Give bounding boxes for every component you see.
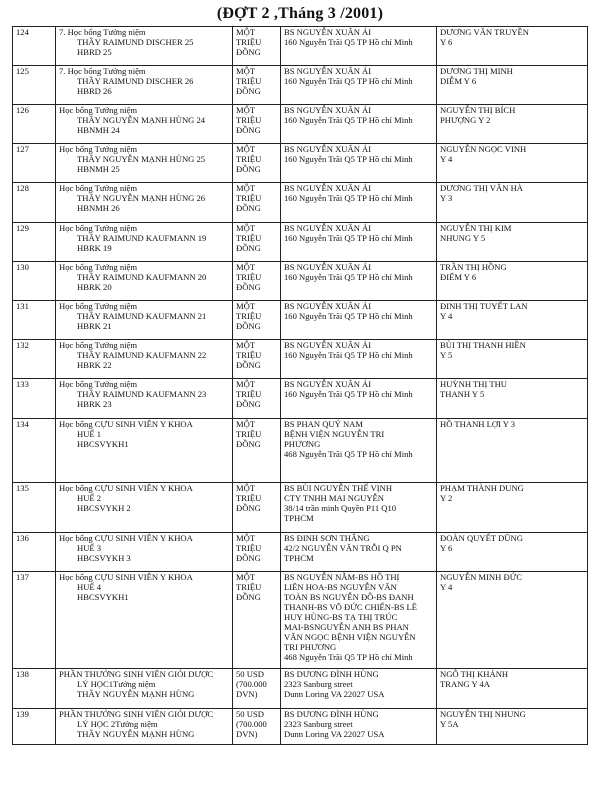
donor: [281, 223, 437, 262]
row-number: 128: [13, 183, 56, 223]
amount: [233, 66, 281, 105]
donor-line: VĂN NGỌC BỆNH VIỆN NGUYỄN: [284, 632, 416, 642]
recipient-line: BÙI THỊ THANH HIỀN: [440, 340, 526, 350]
amount: [233, 533, 281, 572]
amount-line: ĐỒNG: [236, 592, 261, 602]
row-number: 132: [13, 340, 56, 379]
donor-line: 2323 Sanburg street: [284, 719, 353, 729]
recipient-line: NHUNG Y 5: [440, 233, 486, 243]
amount-line: ĐỒNG: [236, 164, 261, 174]
row-number: 139: [13, 709, 56, 745]
scholarship-name: [56, 183, 233, 223]
row-number: 134: [13, 419, 56, 483]
scholarship-name: [56, 533, 233, 572]
recipient-line: Y 6: [440, 37, 453, 47]
donor-line: TRI PHƯƠNG: [284, 642, 337, 652]
donor-line: Dunn Loring VA 22027 USA: [284, 689, 385, 699]
donor-line: CTY TNHH MAI NGUYỄN: [284, 493, 385, 503]
recipient-line: Y 4: [440, 311, 453, 321]
amount-line: MỘT: [236, 183, 256, 193]
scholarship-name-line: HBRK 21: [77, 321, 112, 331]
scholarship-table: [12, 26, 588, 745]
scholarship-name-line: HUẾ 2: [77, 493, 102, 503]
amount-line: 50 USD: [236, 709, 264, 719]
scholarship-name: [56, 483, 233, 533]
scholarship-name-line: 7. Học bổng Tưởng niệm: [59, 27, 146, 37]
recipient: [437, 262, 588, 301]
amount-line: TRIỆU: [236, 154, 262, 164]
scholarship-name-line: THẦY RAIMUND DISCHER 25: [77, 37, 194, 47]
scholarship-name-line: THẦY NGUYỄN MẠNH HÙNG 24: [77, 115, 206, 125]
scholarship-name-line: THẦY RAIMUND KAUFMANN 23: [77, 389, 207, 399]
donor-line: LIÊN HOA-BS NGUYỄN VĂN: [284, 582, 397, 592]
scholarship-name: [56, 340, 233, 379]
donor-line: PHƯƠNG: [284, 439, 321, 449]
amount-line: ĐỒNG: [236, 321, 261, 331]
donor-line: 160 Nguyễn Trãi Q5 TP Hồ chí Minh: [284, 233, 413, 243]
donor-line: BS NGUYỄN XUÂN ÁI: [284, 144, 372, 154]
amount-line: TRIỆU: [236, 582, 262, 592]
page-title: (ĐỢT 2 ,Tháng 3 /2001): [216, 5, 384, 22]
amount-line: DVN): [236, 729, 258, 739]
scholarship-name-line: Học bổng Tưởng niệm: [59, 183, 138, 193]
scholarship-name-line: HBCSVYKH1: [77, 439, 129, 449]
amount: [233, 27, 281, 66]
recipient-line: Y 4: [440, 582, 453, 592]
recipient-line: HUỲNH THỊ THU: [440, 379, 507, 389]
donor-line: 468 Nguyễn Trãi Q5 TP Hồ chí Minh: [284, 449, 413, 459]
row-number: 124: [13, 27, 56, 66]
recipient-line: PHƯỢNG Y 2: [440, 115, 491, 125]
donor-line: 160 Nguyễn Trãi Q5 TP Hồ chí Minh: [284, 115, 413, 125]
row-number: 127: [13, 144, 56, 183]
table-row: [13, 183, 588, 223]
recipient-line: HỒ THANH LỢI Y 3: [440, 419, 516, 429]
scholarship-name-line: HBCSVYKH1: [77, 592, 129, 602]
recipient-line: Y 6: [440, 543, 453, 553]
scholarship-name-line: THẦY NGUYỄN MẠNH HÙNG: [77, 689, 195, 699]
donor-line: 42/2 NGUYỄN VĂN TRỖI Q PN: [284, 543, 402, 553]
scholarship-name-line: HUẾ 1: [77, 429, 102, 439]
donor-line: 160 Nguyễn Trãi Q5 TP Hồ chí Minh: [284, 154, 413, 164]
donor-line: BS BÙI NGUYỄN THẾ VỊNH: [284, 483, 393, 493]
donor-line: 160 Nguyễn Trãi Q5 TP Hồ chí Minh: [284, 272, 413, 282]
scholarship-name-line: THẦY NGUYỄN MẠNH HÙNG: [77, 729, 195, 739]
recipient-line: THANH Y 5: [440, 389, 485, 399]
table-row: [13, 223, 588, 262]
amount-line: MỘT: [236, 262, 256, 272]
scholarship-name-line: Học bổng Tưởng niệm: [59, 262, 138, 272]
recipient-line: DƯƠNG THỊ MINH: [440, 66, 513, 76]
scholarship-name: [56, 223, 233, 262]
scholarship-name-line: PHẦN THƯỞNG SINH VIÊN GIỎI DƯỢC: [59, 669, 214, 679]
scholarship-name-line: PHẦN THƯỞNG SINH VIÊN GIỎI DƯỢC: [59, 709, 214, 719]
row-number: 137: [13, 572, 56, 669]
donor-line: HUY HÙNG-BS TẠ THỊ TRÚC: [284, 612, 398, 622]
amount: [233, 223, 281, 262]
amount-line: ĐỒNG: [236, 439, 261, 449]
table-row: [13, 27, 588, 66]
amount: [233, 709, 281, 745]
recipient: [437, 379, 588, 419]
table-row: [13, 572, 588, 669]
recipient-line: ĐIỂM Y 6: [440, 272, 477, 282]
amount-line: MỘT: [236, 572, 256, 582]
recipient-line: DƯƠNG THỊ VÂN HÀ: [440, 183, 523, 193]
scholarship-name-line: HBRK 19: [77, 243, 112, 253]
donor-line: BS NGUYỄN XUÂN ÁI: [284, 301, 372, 311]
table-row: [13, 533, 588, 572]
donor: [281, 483, 437, 533]
amount-line: (700.000: [236, 679, 267, 689]
amount-line: MỘT: [236, 144, 256, 154]
scholarship-name-line: HUẾ 3: [77, 543, 102, 553]
scholarship-name-line: Học bổng CỰU SINH VIÊN Y KHOA: [59, 419, 193, 429]
amount-line: ĐỒNG: [236, 553, 261, 563]
scholarship-name: [56, 301, 233, 340]
amount-line: TRIỆU: [236, 193, 262, 203]
donor: [281, 262, 437, 301]
scholarship-name-line: Học bổng CỰU SINH VIÊN Y KHOA: [59, 533, 193, 543]
donor-line: 160 Nguyễn Trãi Q5 TP Hồ chí Minh: [284, 193, 413, 203]
amount: [233, 340, 281, 379]
amount: [233, 105, 281, 144]
donor-line: THANH-BS VÕ ĐỨC CHIẾN-BS LÊ: [284, 602, 418, 612]
scholarship-name-line: Học bổng Tưởng niệm: [59, 223, 138, 233]
scholarship-name: [56, 379, 233, 419]
amount-line: ĐỒNG: [236, 203, 261, 213]
scholarship-name-line: HBRK 20: [77, 282, 112, 292]
table-row: [13, 379, 588, 419]
recipient-line: ĐOÀN QUYẾT DŨNG: [440, 533, 523, 543]
scholarship-name-line: Học bổng Tưởng niệm: [59, 340, 138, 350]
scholarship-name-line: THẦY NGUYỄN MẠNH HÙNG 26: [77, 193, 206, 203]
amount-line: MỘT: [236, 340, 256, 350]
donor-line: BS NGUYỄN XUÂN ÁI: [284, 223, 372, 233]
recipient: [437, 223, 588, 262]
donor: [281, 340, 437, 379]
donor: [281, 27, 437, 66]
donor-line: MAI-BSNGUYỄN ANH BS PHAN: [284, 622, 409, 632]
amount: [233, 262, 281, 301]
scholarship-name-line: HBCSVYKH 3: [77, 553, 131, 563]
scholarship-name-line: THẦY NGUYỄN MẠNH HÙNG 25: [77, 154, 206, 164]
recipient-line: Y 4: [440, 154, 453, 164]
donor-line: BS NGUYỄN XUÂN ÁI: [284, 27, 372, 37]
recipient-line: PHẠM THÀNH DUNG: [440, 483, 524, 493]
scholarship-name-line: THẦY RAIMUND KAUFMANN 22: [77, 350, 207, 360]
scholarship-name: [56, 709, 233, 745]
amount-line: ĐỒNG: [236, 86, 261, 96]
scholarship-name-line: THẦY RAIMUND KAUFMANN 19: [77, 233, 207, 243]
row-number: 138: [13, 669, 56, 709]
amount-line: MỘT: [236, 483, 256, 493]
amount: [233, 183, 281, 223]
recipient: [437, 533, 588, 572]
donor-line: BS NGUYỄN XUÂN ÁI: [284, 262, 372, 272]
recipient: [437, 301, 588, 340]
donor-line: 160 Nguyễn Trãi Q5 TP Hồ chí Minh: [284, 389, 413, 399]
scholarship-name-line: Học bổng CỰU SINH VIÊN Y KHOA: [59, 572, 193, 582]
donor: [281, 105, 437, 144]
amount-line: TRIỆU: [236, 311, 262, 321]
donor-line: 160 Nguyễn Trãi Q5 TP Hồ chí Minh: [284, 350, 413, 360]
row-number: 133: [13, 379, 56, 419]
donor-line: TPHCM: [284, 553, 314, 563]
amount-line: (700.000: [236, 719, 267, 729]
table-row: [13, 483, 588, 533]
donor-line: BS DƯƠNG ĐÌNH HÙNG: [284, 709, 379, 719]
donor-line: BS PHAN QUÝ NAM: [284, 419, 364, 429]
recipient: [437, 419, 588, 483]
scholarship-name-line: Học bổng Tưởng niệm: [59, 301, 138, 311]
amount: [233, 572, 281, 669]
scholarship-name-line: HBNMH 26: [77, 203, 120, 213]
amount-line: TRIỆU: [236, 272, 262, 282]
amount-line: TRIỆU: [236, 115, 262, 125]
recipient: [437, 340, 588, 379]
donor-line: TPHCM: [284, 513, 314, 523]
table-row: [13, 340, 588, 379]
amount-line: ĐỒNG: [236, 503, 261, 513]
amount-line: ĐỒNG: [236, 399, 261, 409]
recipient: [437, 183, 588, 223]
scholarship-name: [56, 144, 233, 183]
scholarship-name: [56, 105, 233, 144]
donor-line: BS NGUYỄN NẪM-BS HỒ THỊ: [284, 572, 400, 582]
amount-line: TRIỆU: [236, 543, 262, 553]
scholarship-name-line: LÝ HỌC1Tưởng niệm: [77, 679, 156, 689]
row-number: 125: [13, 66, 56, 105]
recipient-line: ĐINH THỊ TUYẾT LAN: [440, 301, 528, 311]
scholarship-name-line: HBRD 25: [77, 47, 112, 57]
amount-line: ĐỒNG: [236, 282, 261, 292]
amount-line: MỘT: [236, 533, 256, 543]
donor-line: 2323 Sanburg street: [284, 679, 353, 689]
recipient-line: NGÔ THỊ KHÁNH: [440, 669, 509, 679]
donor-line: BS DƯƠNG ĐÌNH HÙNG: [284, 669, 379, 679]
amount-line: ĐỒNG: [236, 47, 261, 57]
recipient: [437, 144, 588, 183]
recipient-line: Y 5: [440, 350, 453, 360]
amount-line: MỘT: [236, 379, 256, 389]
scholarship-name-line: THẦY RAIMUND KAUFMANN 20: [77, 272, 207, 282]
table-row: [13, 66, 588, 105]
amount-line: TRIỆU: [236, 389, 262, 399]
amount-line: MỘT: [236, 66, 256, 76]
scholarship-name-line: LÝ HỌC 2Tưởng niệm: [77, 719, 158, 729]
scholarship-name: [56, 669, 233, 709]
row-number: 136: [13, 533, 56, 572]
recipient-line: DIỄM Y 6: [440, 76, 477, 86]
recipient-line: Y 5A: [440, 719, 459, 729]
donor: [281, 419, 437, 483]
donor-line: Dunn Loring VA 22027 USA: [284, 729, 385, 739]
scholarship-name: [56, 262, 233, 301]
amount-line: ĐỒNG: [236, 125, 261, 135]
amount-line: ĐỒNG: [236, 360, 261, 370]
recipient: [437, 572, 588, 669]
donor: [281, 66, 437, 105]
recipient-line: NGUYỄN THỊ KIM: [440, 223, 512, 233]
row-number: 129: [13, 223, 56, 262]
scholarship-name-line: HBRD 26: [77, 86, 112, 96]
amount: [233, 419, 281, 483]
donor-line: 160 Nguyễn Trãi Q5 TP Hồ chí Minh: [284, 37, 413, 47]
donor-line: 468 Nguyễn Trãi Q5 TP Hồ chí Minh: [284, 652, 413, 662]
table-row: [13, 105, 588, 144]
amount-line: DVN): [236, 689, 258, 699]
donor-line: BS NGUYỄN XUÂN ÁI: [284, 379, 372, 389]
recipient: [437, 105, 588, 144]
scholarship-name-line: HBRK 23: [77, 399, 112, 409]
donor-line: BS NGUYỄN XUÂN ÁI: [284, 66, 372, 76]
recipient: [437, 709, 588, 745]
amount-line: TRIỆU: [236, 350, 262, 360]
recipient-line: Y 3: [440, 193, 453, 203]
donor-line: BS NGUYỄN XUÂN ÁI: [284, 183, 372, 193]
scholarship-name: [56, 419, 233, 483]
recipient: [437, 66, 588, 105]
amount-line: MỘT: [236, 105, 256, 115]
scholarship-name-line: THẦY RAIMUND KAUFMANN 21: [77, 311, 207, 321]
amount: [233, 379, 281, 419]
amount-line: MỘT: [236, 223, 256, 233]
amount-line: MỘT: [236, 27, 256, 37]
amount-line: ĐỒNG: [236, 243, 261, 253]
scholarship-name-line: HBNMH 24: [77, 125, 120, 135]
amount: [233, 144, 281, 183]
scholarship-name-line: Học bổng Tưởng niệm: [59, 379, 138, 389]
recipient-line: NGUYỄN MINH ĐỨC: [440, 572, 523, 582]
scholarship-name-line: HBRK 22: [77, 360, 112, 370]
row-number: 131: [13, 301, 56, 340]
amount: [233, 301, 281, 340]
donor-line: TOÀN BS NGUYỄN ĐÔ-BS ĐANH: [284, 592, 414, 602]
amount-line: TRIỆU: [236, 233, 262, 243]
table-row: [13, 262, 588, 301]
table-row: [13, 419, 588, 483]
row-number: 130: [13, 262, 56, 301]
donor-line: BS NGUYỄN XUÂN ÁI: [284, 340, 372, 350]
amount-line: TRIỆU: [236, 493, 262, 503]
donor-line: 38/14 trần minh Quyền P11 Q10: [284, 503, 397, 513]
amount-line: 50 USD: [236, 669, 264, 679]
donor: [281, 379, 437, 419]
recipient: [437, 27, 588, 66]
recipient-line: DƯƠNG VĂN TRUYỀN: [440, 27, 529, 37]
table-row: [13, 301, 588, 340]
recipient: [437, 669, 588, 709]
recipient-line: NGUYỄN THỊ BÍCH: [440, 105, 516, 115]
scholarship-name-line: HUẾ 4: [77, 582, 102, 592]
amount: [233, 483, 281, 533]
recipient-line: TRANG Y 4A: [440, 679, 490, 689]
donor: [281, 533, 437, 572]
donor-line: BS NGUYỄN XUÂN ÁI: [284, 105, 372, 115]
donor: [281, 572, 437, 669]
donor: [281, 144, 437, 183]
donor-line: 160 Nguyễn Trãi Q5 TP Hồ chí Minh: [284, 76, 413, 86]
table-row: [13, 669, 588, 709]
scholarship-name: [56, 66, 233, 105]
recipient: [437, 483, 588, 533]
recipient-line: NGUYỄN NGỌC VINH: [440, 144, 527, 154]
scholarship-name-line: HBCSVYKH 2: [77, 503, 131, 513]
amount-line: MỘT: [236, 301, 256, 311]
recipient-line: TRẦN THỊ HỒNG: [440, 262, 507, 272]
amount-line: TRIỆU: [236, 37, 262, 47]
row-number: 126: [13, 105, 56, 144]
donor: [281, 669, 437, 709]
donor: [281, 709, 437, 745]
scholarship-name: [56, 27, 233, 66]
table-row: [13, 709, 588, 745]
donor-line: 160 Nguyễn Trãi Q5 TP Hồ chí Minh: [284, 311, 413, 321]
amount-line: TRIỆU: [236, 429, 262, 439]
scholarship-name-line: Học bổng Tưởng niệm: [59, 105, 138, 115]
donor: [281, 301, 437, 340]
donor: [281, 183, 437, 223]
recipient-line: Y 2: [440, 493, 453, 503]
amount-line: MỘT: [236, 419, 256, 429]
scholarship-name-line: 7. Học bổng Tưởng niệm: [59, 66, 146, 76]
table-row: [13, 144, 588, 183]
donor-line: BS ĐINH SƠN THẮNG: [284, 533, 370, 543]
amount-line: TRIỆU: [236, 76, 262, 86]
scholarship-name-line: Học bổng CỰU SINH VIÊN Y KHOA: [59, 483, 193, 493]
donor-line: BỆNH VIỆN NGUYỄN TRI: [284, 429, 385, 439]
scholarship-name-line: Học bổng Tưởng niệm: [59, 144, 138, 154]
scholarship-name-line: HBNMH 25: [77, 164, 120, 174]
scholarship-name: [56, 572, 233, 669]
amount: [233, 669, 281, 709]
scholarship-name-line: THẦY RAIMUND DISCHER 26: [77, 76, 194, 86]
row-number: 135: [13, 483, 56, 533]
recipient-line: NGUYỄN THỊ NHUNG: [440, 709, 526, 719]
